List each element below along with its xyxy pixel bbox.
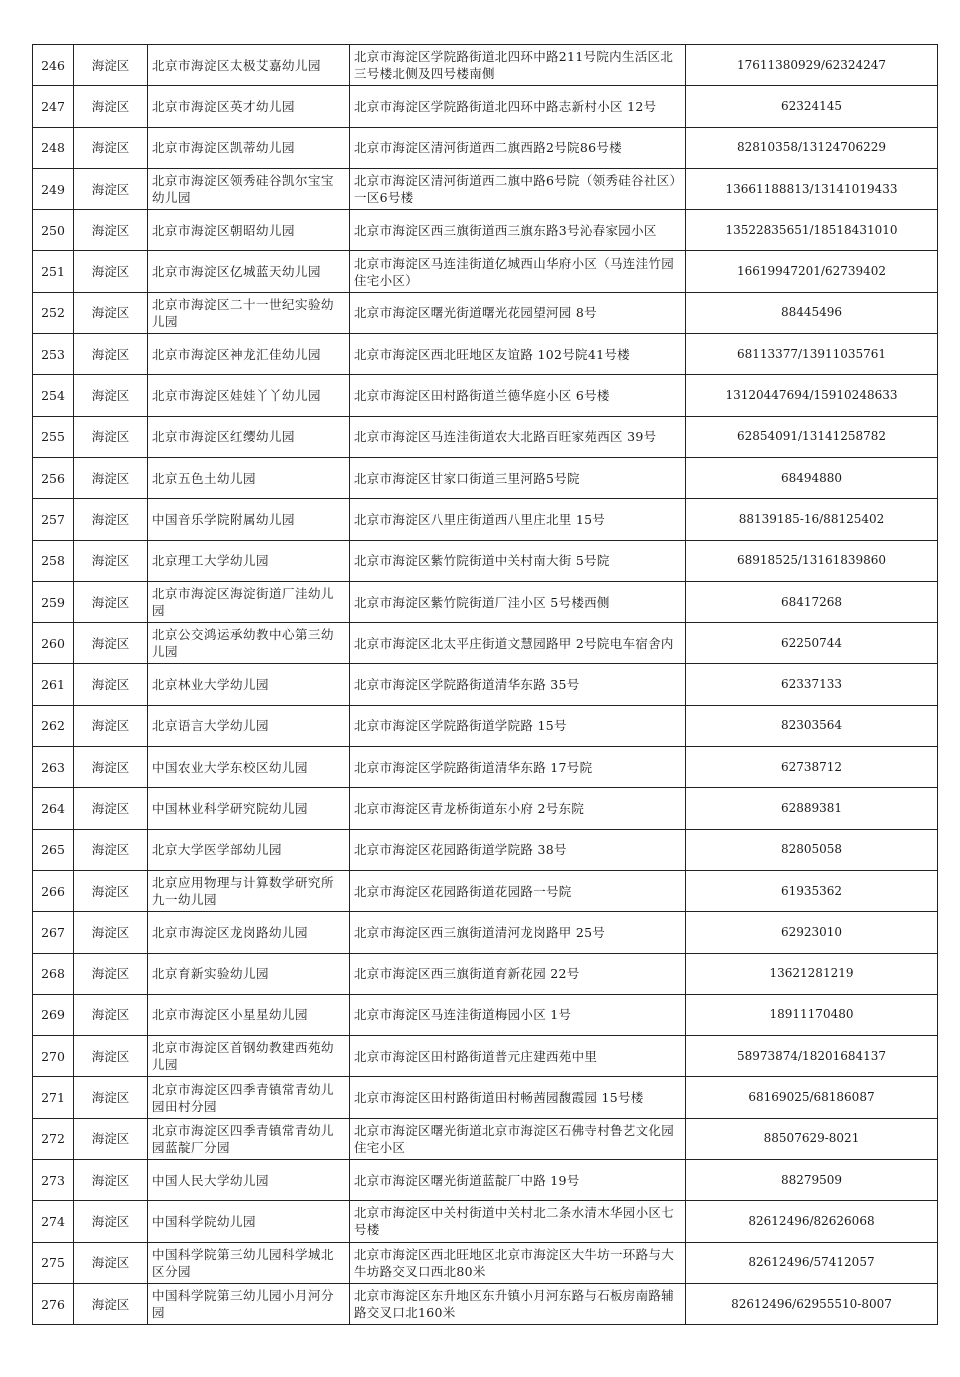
kindergarten-name: 北京市海淀区神龙汇佳幼儿园 [148, 334, 350, 375]
phone-cell: 62738712 [686, 747, 938, 788]
address-cell: 北京市海淀区花园路街道花园路一号院 [350, 870, 686, 911]
district-cell: 海淀区 [74, 664, 148, 705]
row-number: 268 [33, 953, 74, 994]
table-row [33, 912, 938, 953]
phone-cell: 88445496 [686, 292, 938, 333]
table-row [33, 1036, 938, 1077]
district-cell: 海淀区 [74, 457, 148, 498]
table-row [33, 127, 938, 168]
address-cell: 北京市海淀区田村路街道普元庄建西苑中里 [350, 1036, 686, 1077]
phone-cell: 16619947201/62739402 [686, 251, 938, 292]
row-number: 266 [33, 870, 74, 911]
phone-cell: 82810358/13124706229 [686, 127, 938, 168]
row-number: 264 [33, 788, 74, 829]
kindergarten-name: 北京市海淀区娃娃丫丫幼儿园 [148, 375, 350, 416]
row-number: 267 [33, 912, 74, 953]
kindergarten-name: 北京市海淀区朝昭幼儿园 [148, 210, 350, 251]
address-cell: 北京市海淀区北太平庄街道文慧园路甲 2号院电车宿舍内 [350, 623, 686, 664]
address-cell: 北京市海淀区清河街道西二旗西路2号院86号楼 [350, 127, 686, 168]
table-row [33, 45, 938, 86]
address-cell: 北京市海淀区学院路街道学院路 15号 [350, 705, 686, 746]
table-row [33, 788, 938, 829]
row-number: 276 [33, 1283, 74, 1324]
address-cell: 北京市海淀区马连洼街道梅园小区 1号 [350, 994, 686, 1035]
district-cell: 海淀区 [74, 416, 148, 457]
kindergarten-name: 中国农业大学东校区幼儿园 [148, 747, 350, 788]
address-cell: 北京市海淀区甘家口街道三里河路5号院 [350, 457, 686, 498]
address-cell: 北京市海淀区曙光街道蓝靛厂中路 19号 [350, 1160, 686, 1201]
phone-cell: 82303564 [686, 705, 938, 746]
district-cell: 海淀区 [74, 1118, 148, 1159]
address-cell: 北京市海淀区马连洼街道亿城西山华府小区（马连洼竹园住宅小区） [350, 251, 686, 292]
address-cell: 北京市海淀区田村路街道田村畅茜园馥霞园 15号楼 [350, 1077, 686, 1118]
district-cell: 海淀区 [74, 540, 148, 581]
kindergarten-name: 北京育新实验幼儿园 [148, 953, 350, 994]
kindergarten-table [32, 44, 938, 1325]
row-number: 270 [33, 1036, 74, 1077]
table-row [33, 86, 938, 127]
row-number: 257 [33, 499, 74, 540]
row-number: 262 [33, 705, 74, 746]
row-number: 246 [33, 45, 74, 86]
phone-cell: 62923010 [686, 912, 938, 953]
phone-cell: 13661188813/13141019433 [686, 168, 938, 209]
address-cell: 北京市海淀区学院路街道北四环中路志新村小区 12号 [350, 86, 686, 127]
row-number: 252 [33, 292, 74, 333]
address-cell: 北京市海淀区紫竹院街道厂洼小区 5号楼西侧 [350, 581, 686, 622]
address-cell: 北京市海淀区青龙桥街道东小府 2号东院 [350, 788, 686, 829]
address-cell: 北京市海淀区八里庄街道西八里庄北里 15号 [350, 499, 686, 540]
district-cell: 海淀区 [74, 581, 148, 622]
address-cell: 北京市海淀区紫竹院街道中关村南大街 5号院 [350, 540, 686, 581]
table-row [33, 1283, 938, 1324]
district-cell: 海淀区 [74, 1242, 148, 1283]
district-cell: 海淀区 [74, 747, 148, 788]
kindergarten-name: 北京市海淀区英才幼儿园 [148, 86, 350, 127]
row-number: 260 [33, 623, 74, 664]
district-cell: 海淀区 [74, 45, 148, 86]
row-number: 263 [33, 747, 74, 788]
phone-cell: 62854091/13141258782 [686, 416, 938, 457]
phone-cell: 82805058 [686, 829, 938, 870]
row-number: 275 [33, 1242, 74, 1283]
district-cell: 海淀区 [74, 86, 148, 127]
phone-cell: 18911170480 [686, 994, 938, 1035]
table-row [33, 1201, 938, 1242]
phone-cell: 58973874/18201684137 [686, 1036, 938, 1077]
kindergarten-name: 北京应用物理与计算数学研究所九一幼儿园 [148, 870, 350, 911]
row-number: 248 [33, 127, 74, 168]
phone-cell: 88279509 [686, 1160, 938, 1201]
district-cell: 海淀区 [74, 251, 148, 292]
phone-cell: 62324145 [686, 86, 938, 127]
district-cell: 海淀区 [74, 870, 148, 911]
row-number: 269 [33, 994, 74, 1035]
table-row [33, 540, 938, 581]
kindergarten-name: 北京市海淀区二十一世纪实验幼儿园 [148, 292, 350, 333]
address-cell: 北京市海淀区学院路街道清华东路 17号院 [350, 747, 686, 788]
phone-cell: 82612496/62955510-8007 [686, 1283, 938, 1324]
row-number: 271 [33, 1077, 74, 1118]
row-number: 251 [33, 251, 74, 292]
row-number: 256 [33, 457, 74, 498]
table-row [33, 334, 938, 375]
table-row [33, 1242, 938, 1283]
address-cell: 北京市海淀区曙光街道曙光花园望河园 8号 [350, 292, 686, 333]
address-cell: 北京市海淀区西北旺地区友谊路 102号院41号楼 [350, 334, 686, 375]
district-cell: 海淀区 [74, 788, 148, 829]
kindergarten-name: 北京语言大学幼儿园 [148, 705, 350, 746]
kindergarten-name: 北京市海淀区海淀街道厂洼幼儿园 [148, 581, 350, 622]
district-cell: 海淀区 [74, 127, 148, 168]
address-cell: 北京市海淀区西三旗街道西三旗东路3号沁春家园小区 [350, 210, 686, 251]
kindergarten-name: 北京市海淀区红缨幼儿园 [148, 416, 350, 457]
table-row [33, 416, 938, 457]
table-row [33, 499, 938, 540]
phone-cell: 68918525/13161839860 [686, 540, 938, 581]
table-row [33, 1118, 938, 1159]
table-row [33, 581, 938, 622]
address-cell: 北京市海淀区东升地区东升镇小月河东路与石板房南路辅路交叉口北160米 [350, 1283, 686, 1324]
district-cell: 海淀区 [74, 1077, 148, 1118]
kindergarten-name: 北京大学医学部幼儿园 [148, 829, 350, 870]
row-number: 258 [33, 540, 74, 581]
phone-cell: 13621281219 [686, 953, 938, 994]
phone-cell: 88139185-16/88125402 [686, 499, 938, 540]
table-row [33, 251, 938, 292]
table-row [33, 870, 938, 911]
phone-cell: 82612496/57412057 [686, 1242, 938, 1283]
district-cell: 海淀区 [74, 499, 148, 540]
kindergarten-name: 中国科学院第三幼儿园科学城北区分园 [148, 1242, 350, 1283]
table-row [33, 210, 938, 251]
district-cell: 海淀区 [74, 1160, 148, 1201]
district-cell: 海淀区 [74, 210, 148, 251]
phone-cell: 13120447694/15910248633 [686, 375, 938, 416]
table-row [33, 994, 938, 1035]
table-row [33, 457, 938, 498]
table-row [33, 1077, 938, 1118]
row-number: 265 [33, 829, 74, 870]
district-cell: 海淀区 [74, 994, 148, 1035]
row-number: 249 [33, 168, 74, 209]
kindergarten-name: 中国科学院第三幼儿园小月河分园 [148, 1283, 350, 1324]
phone-cell: 62250744 [686, 623, 938, 664]
row-number: 274 [33, 1201, 74, 1242]
kindergarten-name: 中国科学院幼儿园 [148, 1201, 350, 1242]
district-cell: 海淀区 [74, 623, 148, 664]
address-cell: 北京市海淀区清河街道西二旗中路6号院（领秀硅谷社区）一区6号楼 [350, 168, 686, 209]
row-number: 273 [33, 1160, 74, 1201]
table-row [33, 1160, 938, 1201]
kindergarten-name: 中国林业科学研究院幼儿园 [148, 788, 350, 829]
kindergarten-name: 北京理工大学幼儿园 [148, 540, 350, 581]
address-cell: 北京市海淀区马连洼街道农大北路百旺家苑西区 39号 [350, 416, 686, 457]
kindergarten-name: 北京市海淀区亿城蓝天幼儿园 [148, 251, 350, 292]
table-row [33, 375, 938, 416]
kindergarten-name: 北京五色土幼儿园 [148, 457, 350, 498]
kindergarten-name: 北京公交鸿运承幼教中心第三幼儿园 [148, 623, 350, 664]
kindergarten-name: 中国人民大学幼儿园 [148, 1160, 350, 1201]
row-number: 255 [33, 416, 74, 457]
table-row [33, 664, 938, 705]
district-cell: 海淀区 [74, 953, 148, 994]
table-row [33, 292, 938, 333]
table-row [33, 953, 938, 994]
address-cell: 北京市海淀区西三旗街道育新花园 22号 [350, 953, 686, 994]
kindergarten-name: 北京市海淀区四季青镇常青幼儿园田村分园 [148, 1077, 350, 1118]
address-cell: 北京市海淀区曙光街道北京市海淀区石佛寺村鲁艺文化园住宅小区 [350, 1118, 686, 1159]
district-cell: 海淀区 [74, 1036, 148, 1077]
row-number: 259 [33, 581, 74, 622]
phone-cell: 62889381 [686, 788, 938, 829]
address-cell: 北京市海淀区学院路街道北四环中路211号院内生活区北三号楼北侧及四号楼南侧 [350, 45, 686, 86]
phone-cell: 17611380929/62324247 [686, 45, 938, 86]
kindergarten-name: 北京市海淀区凯蒂幼儿园 [148, 127, 350, 168]
kindergarten-name: 北京林业大学幼儿园 [148, 664, 350, 705]
kindergarten-name: 北京市海淀区首钢幼教建西苑幼儿园 [148, 1036, 350, 1077]
phone-cell: 68113377/13911035761 [686, 334, 938, 375]
district-cell: 海淀区 [74, 168, 148, 209]
row-number: 254 [33, 375, 74, 416]
district-cell: 海淀区 [74, 375, 148, 416]
address-cell: 北京市海淀区花园路街道学院路 38号 [350, 829, 686, 870]
table-row [33, 747, 938, 788]
row-number: 247 [33, 86, 74, 127]
phone-cell: 68417268 [686, 581, 938, 622]
phone-cell: 13522835651/18518431010 [686, 210, 938, 251]
address-cell: 北京市海淀区学院路街道清华东路 35号 [350, 664, 686, 705]
district-cell: 海淀区 [74, 829, 148, 870]
table-row [33, 829, 938, 870]
district-cell: 海淀区 [74, 334, 148, 375]
kindergarten-name: 北京市海淀区领秀硅谷凯尔宝宝幼儿园 [148, 168, 350, 209]
phone-cell: 82612496/82626068 [686, 1201, 938, 1242]
address-cell: 北京市海淀区西北旺地区北京市海淀区大牛坊一环路与大牛坊路交叉口西北80米 [350, 1242, 686, 1283]
row-number: 261 [33, 664, 74, 705]
district-cell: 海淀区 [74, 1283, 148, 1324]
row-number: 250 [33, 210, 74, 251]
address-cell: 北京市海淀区西三旗街道清河龙岗路甲 25号 [350, 912, 686, 953]
kindergarten-name: 北京市海淀区龙岗路幼儿园 [148, 912, 350, 953]
phone-cell: 61935362 [686, 870, 938, 911]
district-cell: 海淀区 [74, 292, 148, 333]
kindergarten-name: 中国音乐学院附属幼儿园 [148, 499, 350, 540]
table-body [33, 45, 938, 1325]
row-number: 253 [33, 334, 74, 375]
kindergarten-name: 北京市海淀区太极艾嘉幼儿园 [148, 45, 350, 86]
district-cell: 海淀区 [74, 1201, 148, 1242]
phone-cell: 62337133 [686, 664, 938, 705]
district-cell: 海淀区 [74, 912, 148, 953]
table-row [33, 168, 938, 209]
district-cell: 海淀区 [74, 705, 148, 746]
address-cell: 北京市海淀区田村路街道兰德华庭小区 6号楼 [350, 375, 686, 416]
row-number: 272 [33, 1118, 74, 1159]
phone-cell: 68494880 [686, 457, 938, 498]
kindergarten-name: 北京市海淀区小星星幼儿园 [148, 994, 350, 1035]
table-row [33, 705, 938, 746]
phone-cell: 88507629-8021 [686, 1118, 938, 1159]
address-cell: 北京市海淀区中关村街道中关村北二条水清木华园小区七号楼 [350, 1201, 686, 1242]
kindergarten-name: 北京市海淀区四季青镇常青幼儿园蓝靛厂分园 [148, 1118, 350, 1159]
phone-cell: 68169025/68186087 [686, 1077, 938, 1118]
table-row [33, 623, 938, 664]
